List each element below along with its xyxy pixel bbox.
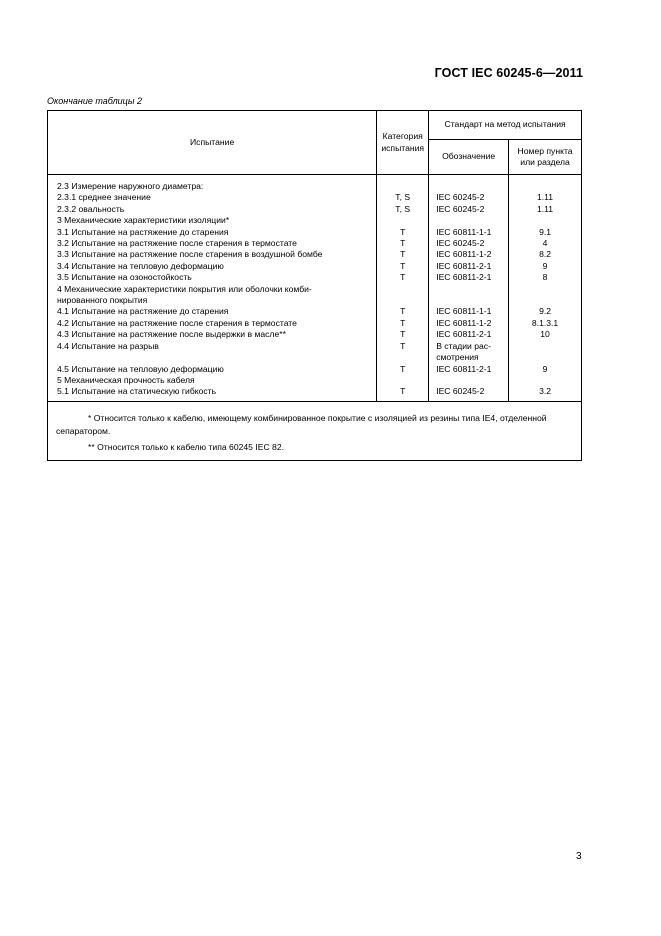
cell-category: T	[377, 329, 429, 340]
cell-clause: 9.2	[509, 306, 582, 317]
cell-category	[377, 295, 429, 306]
table-row	[48, 306, 582, 317]
cell-clause: 9	[509, 261, 582, 272]
cell-test: 4.1 Испытание на растяжение до старения	[48, 306, 377, 317]
cell-standard	[429, 375, 509, 386]
cell-category: T, S	[377, 204, 429, 215]
table-row	[48, 295, 582, 306]
cell-clause: 9.1	[509, 227, 582, 238]
cell-test: 3.2 Испытание на растяжение после старения в термостате	[48, 238, 377, 249]
cell-standard: IEC 60245-2	[429, 204, 509, 215]
cell-category	[377, 284, 429, 295]
cell-test: 3.1 Испытание на растяжение до старения	[48, 227, 377, 238]
cell-category: T, S	[377, 192, 429, 203]
cell-test: 5.1 Испытание на статическую гибкость	[48, 386, 377, 401]
cell-category: T	[377, 227, 429, 238]
page-number: 3	[576, 851, 582, 862]
table-body	[48, 175, 582, 402]
cell-clause	[509, 352, 582, 363]
cell-test	[48, 352, 377, 363]
cell-standard: IEC 60245-2	[429, 192, 509, 203]
cell-clause: 1.11	[509, 192, 582, 203]
table-row	[48, 329, 582, 340]
header-category: Категория испытания	[377, 111, 429, 175]
cell-clause	[509, 215, 582, 226]
table-row	[48, 238, 582, 249]
cell-standard: IEC 60245-2	[429, 386, 509, 401]
cell-category: T	[377, 306, 429, 317]
cell-clause: 8.2	[509, 249, 582, 260]
cell-clause	[509, 341, 582, 352]
cell-clause	[509, 284, 582, 295]
cell-clause: 4	[509, 238, 582, 249]
cell-standard: IEC 60811-1-1	[429, 227, 509, 238]
cell-test: 4.2 Испытание на растяжение после старения в термостате	[48, 318, 377, 329]
table-row	[48, 386, 582, 401]
cell-clause: 8.1.3.1	[509, 318, 582, 329]
cell-test: 4.3 Испытание на растяжение после выдержки в масле**	[48, 329, 377, 340]
tests-table	[47, 110, 582, 461]
header-designation: Обозначение	[429, 140, 509, 175]
cell-category: T	[377, 341, 429, 352]
cell-test: 4.4 Испытание на разрыв	[48, 341, 377, 352]
table-row	[48, 204, 582, 215]
cell-standard: IEC 60811-2-1	[429, 364, 509, 375]
cell-category: T	[377, 249, 429, 260]
cell-test: 5 Механическая прочность кабеля	[48, 375, 377, 386]
footnote-2: ** Относится только к кабелю типа 60245 IEC 82.	[88, 441, 284, 452]
cell-test: 3.3 Испытание на растяжение после старения в воздушной бомбе	[48, 249, 377, 260]
cell-category: T	[377, 238, 429, 249]
cell-test: 2.3 Измерение наружного диаметра:	[48, 175, 377, 193]
cell-standard: IEC 60811-2-1	[429, 261, 509, 272]
cell-standard: В стадии рас-	[429, 341, 509, 352]
cell-category	[377, 375, 429, 386]
cell-clause	[509, 375, 582, 386]
cell-clause: 3.2	[509, 386, 582, 401]
table-row	[48, 352, 582, 363]
cell-test: 2.3.2 овальность	[48, 204, 377, 215]
header-standard-group: Стандарт на метод испытания	[429, 111, 582, 140]
cell-category	[377, 352, 429, 363]
table-caption: Окончание таблицы 2	[47, 96, 142, 106]
cell-test: 2.3.1 среднее значение	[48, 192, 377, 203]
cell-category: T	[377, 318, 429, 329]
cell-test: 3.4 Испытание на тепловую деформацию	[48, 261, 377, 272]
table-row	[48, 364, 582, 375]
cell-standard: IEC 60811-1-2	[429, 249, 509, 260]
table-row	[48, 341, 582, 352]
cell-standard: IEC 60811-2-1	[429, 272, 509, 283]
cell-clause: 8	[509, 272, 582, 283]
cell-standard: IEC 60245-2	[429, 238, 509, 249]
cell-clause	[509, 295, 582, 306]
cell-standard	[429, 284, 509, 295]
document-code: ГОСТ IEC 60245-6—2011	[434, 66, 583, 80]
cell-category	[377, 215, 429, 226]
cell-category: T	[377, 261, 429, 272]
table-row	[48, 284, 582, 295]
cell-standard: IEC 60811-1-2	[429, 318, 509, 329]
cell-category: T	[377, 272, 429, 283]
header-test: Испытание	[48, 111, 377, 175]
cell-standard: смотрения	[429, 352, 509, 363]
cell-standard: IEC 60811-1-1	[429, 306, 509, 317]
cell-test: нированного покрытия	[48, 295, 377, 306]
header-clause: Номер пункта или раздела	[509, 140, 582, 175]
table-row	[48, 227, 582, 238]
table-row	[48, 375, 582, 386]
cell-category: T	[377, 364, 429, 375]
cell-category	[377, 175, 429, 193]
cell-category: T	[377, 386, 429, 401]
table-row	[48, 272, 582, 283]
cell-clause: 9	[509, 364, 582, 375]
table-row	[48, 192, 582, 203]
cell-standard	[429, 175, 509, 193]
cell-clause: 1.11	[509, 204, 582, 215]
cell-test: 3.5 Испытание на озоностойкость	[48, 272, 377, 283]
table-row	[48, 261, 582, 272]
table-row	[48, 249, 582, 260]
table-row	[48, 175, 582, 193]
table-row	[48, 215, 582, 226]
cell-standard	[429, 295, 509, 306]
cell-standard	[429, 215, 509, 226]
cell-standard: IEC 60811-2-1	[429, 329, 509, 340]
cell-test: 4 Механические характеристики покрытия или оболочки комби-	[48, 284, 377, 295]
footnotes	[48, 401, 582, 460]
table-row	[48, 318, 582, 329]
footnote-1: * Относится только к кабелю, имеющему комбинированное покрытие с изоляцией из резины типа IE4, отделенной сепаратором.	[56, 412, 547, 436]
cell-clause	[509, 175, 582, 193]
cell-test: 4.5 Испытание на тепловую деформацию	[48, 364, 377, 375]
cell-test: 3 Механические характеристики изоляции*	[48, 215, 377, 226]
cell-clause: 10	[509, 329, 582, 340]
